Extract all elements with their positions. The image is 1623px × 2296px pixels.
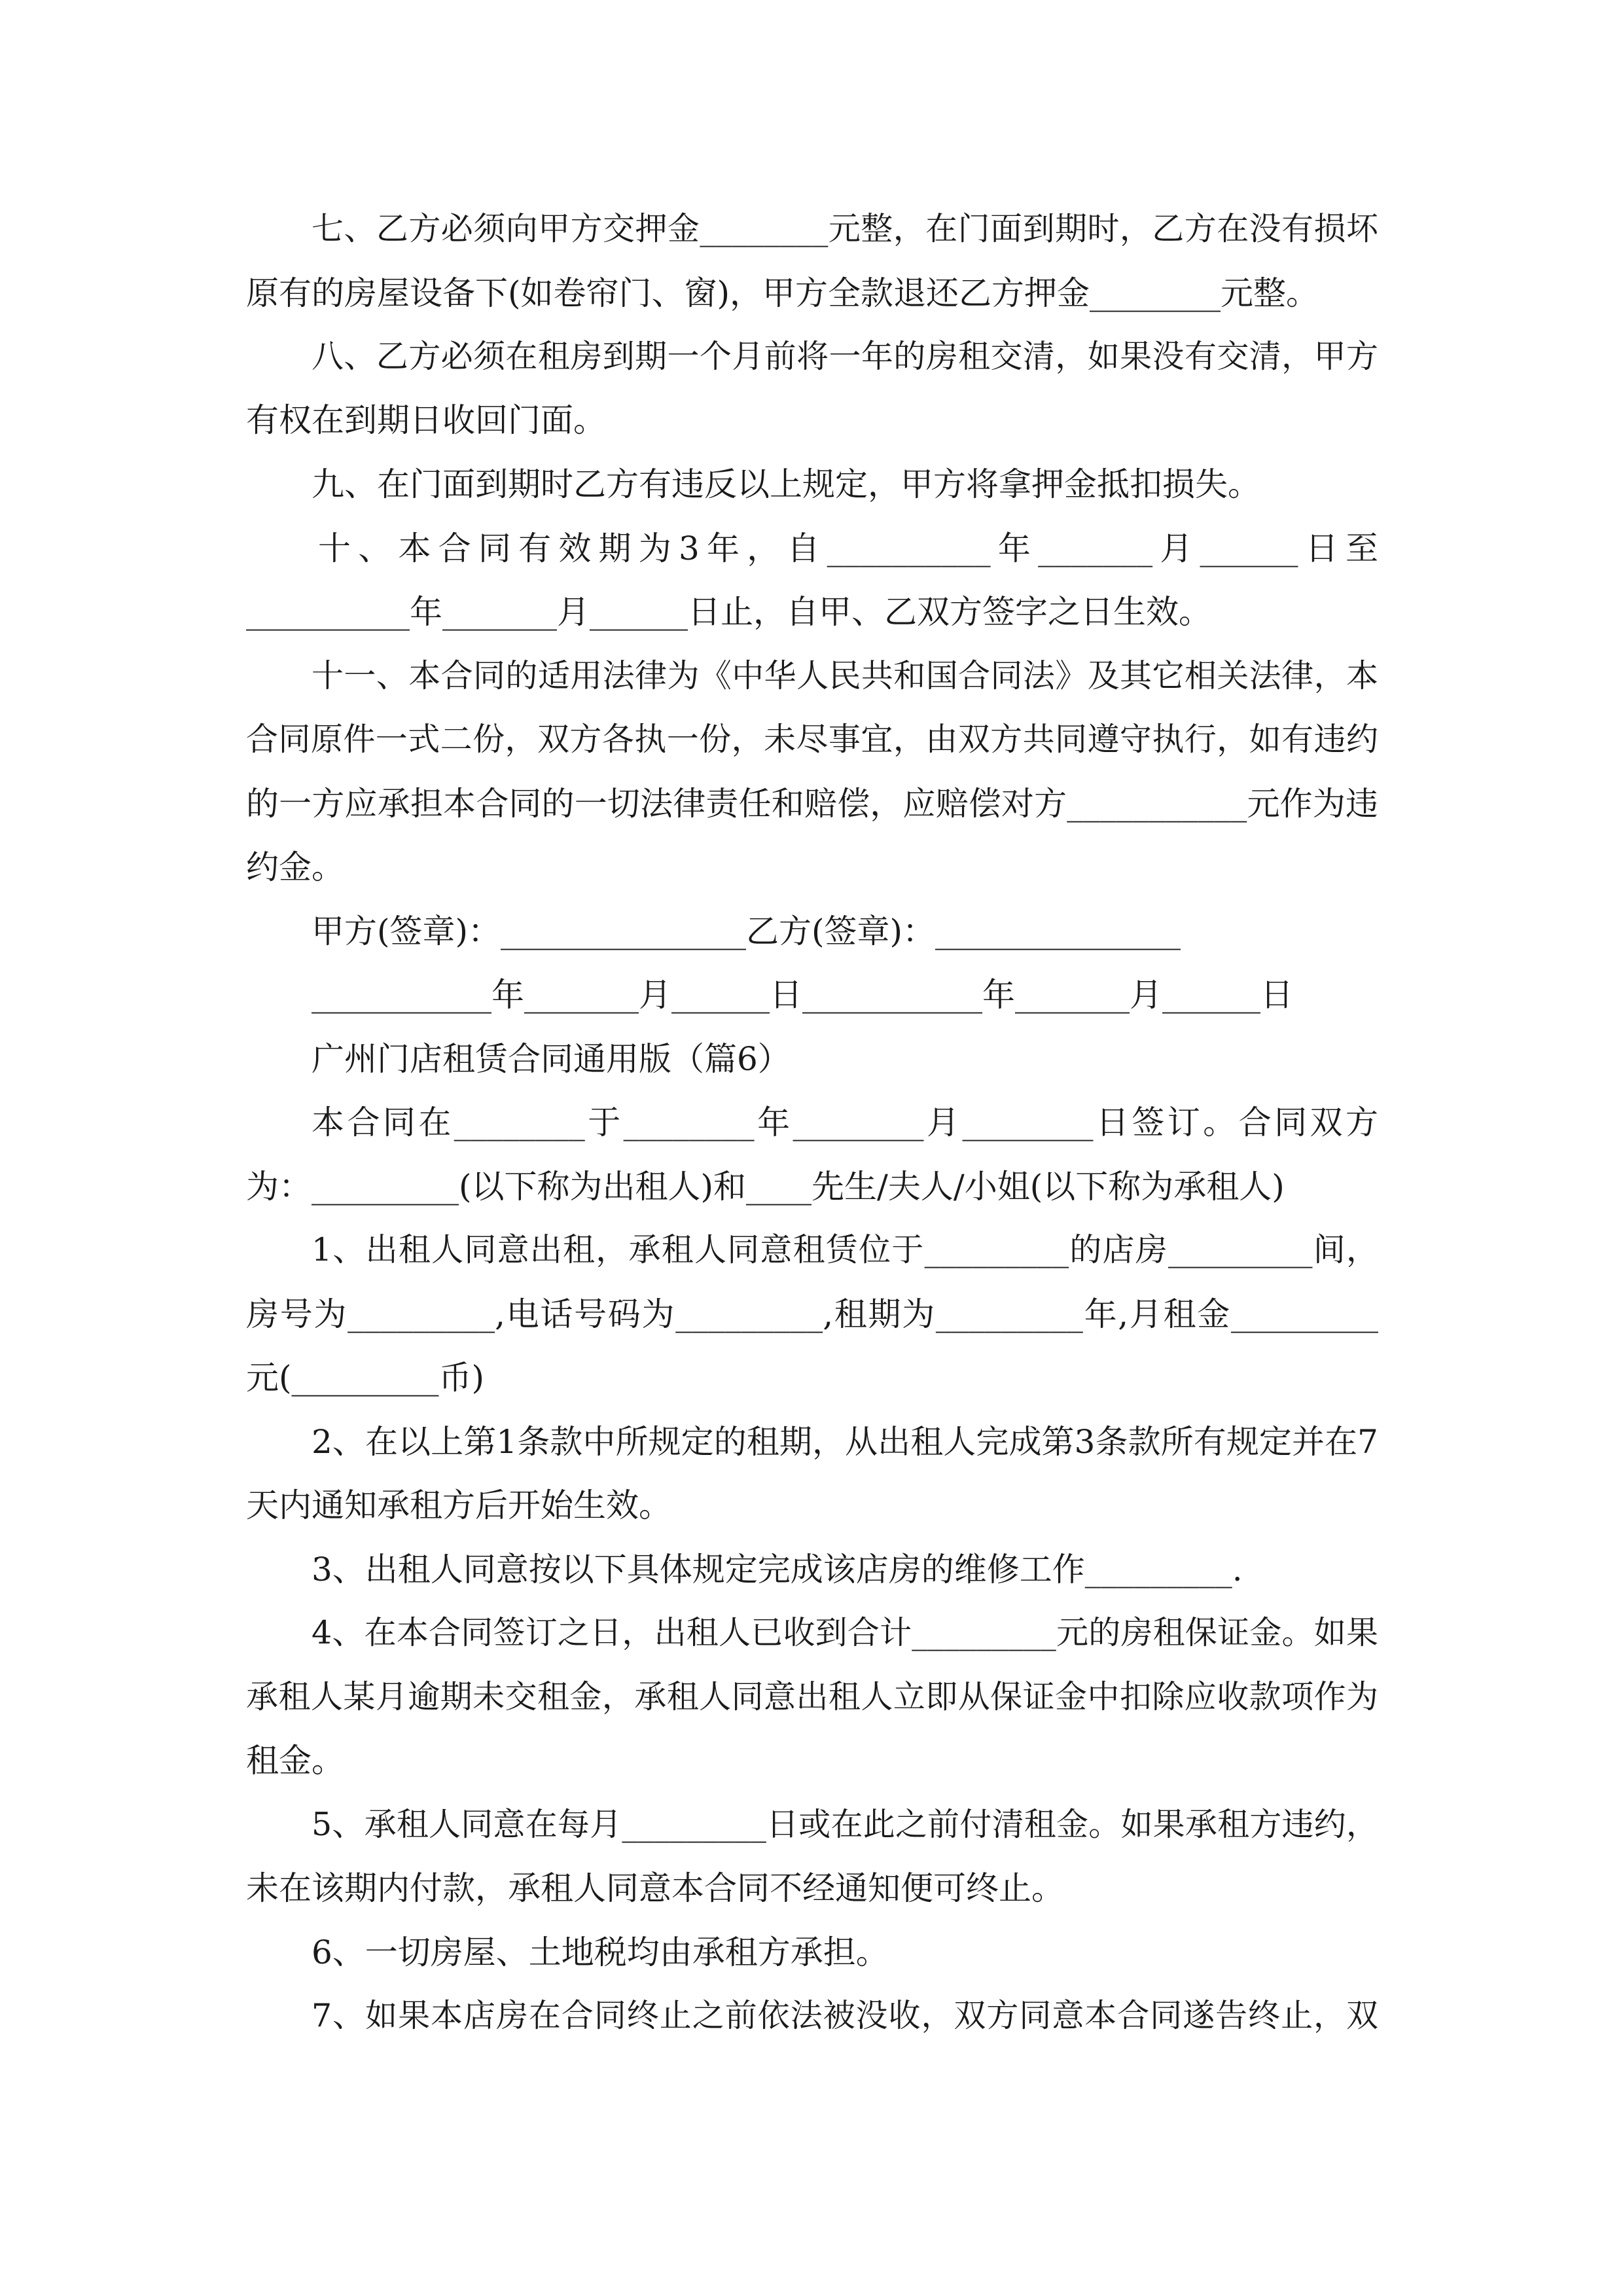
item-7-line-1: 7、如果本店房在合同终止之前依法被没收，双方同意本合同遂告终止，双: [312, 1997, 1378, 2034]
clause-9-line-1: 九、在门面到期时乙方有违反以上规定，甲方将拿押金抵扣损失。: [312, 465, 1260, 503]
item-4-line-3: 租金。: [246, 1742, 344, 1780]
item-3-line-1: 3、出租人同意按以下具体规定完成该店房的维修工作_________.: [312, 1551, 1243, 1588]
clause-7-line-2: 原有的房屋设备下(如卷帘门、窗)，甲方全款退还乙方押金________元整。: [246, 274, 1319, 312]
intro-line-2: 为：_________(以下称为出租人)和____先生/夫人/小姐(以下称为承租人): [246, 1168, 1285, 1206]
clause-11-line-4: 约金。: [246, 848, 344, 886]
item-4-line-2: 承租人某月逾期未交租金，承租人同意出租人立即从保证金中扣除应收款项作为: [246, 1678, 1378, 1715]
signature-date-line: ___________年_______月______日___________年_______月______日: [312, 976, 1293, 1014]
item-4-line-1: 4、在本合同签订之日，出租人已收到合计_________元的房租保证金。如果: [312, 1614, 1378, 1651]
item-5-line-1: 5、承租人同意在每月_________日或在此之前付清租金。如果承租方违约，: [312, 1806, 1378, 1843]
item-2-line-2: 天内通知承租方后开始生效。: [246, 1486, 671, 1524]
intro-line-1: 本合同在________于________年________月________日签订。合同双方: [312, 1103, 1378, 1141]
clause-8-line-1: 八、乙方必须在租房到期一个月前将一年的房租交清，如果没有交清，甲方: [312, 338, 1378, 375]
item-5-line-2: 未在该期内付款，承租人同意本合同不经通知便可终止。: [246, 1869, 1064, 1907]
section-heading: 广州门店租赁合同通用版（篇6）: [312, 1040, 791, 1078]
item-1-line-3: 元(_________币): [246, 1359, 485, 1397]
clause-11-line-1: 十一、本合同的适用法律为《中华人民共和国合同法》及其它相关法律，本: [312, 657, 1378, 694]
item-6-line-1: 6、一切房屋、土地税均由承租方承担。: [312, 1933, 889, 1971]
clause-11-line-3: 的一方应承担本合同的一切法律责任和赔偿，应赔偿对方___________元作为违: [246, 785, 1378, 823]
clause-11-line-2: 合同原件一式二份，双方各执一份，未尽事宜，由双方共同遵守执行，如有违约: [246, 721, 1378, 758]
clause-10-line-2: __________年_______月______日止，自甲、乙双方签字之日生效。: [246, 593, 1211, 631]
signature-line: 甲方(签章)：_______________乙方(签章)：_______________: [312, 912, 1181, 950]
item-2-line-1: 2、在以上第1条款中所规定的租期，从出租人完成第3条款所有规定并在7: [312, 1423, 1378, 1461]
clause-8-line-2: 有权在到期日收回门面。: [246, 401, 606, 439]
item-1-line-1: 1、出租人同意出租，承租人同意租赁位于_________的店房_________间，: [312, 1231, 1378, 1268]
clause-10-line-1: 十、本合同有效期为3年，自__________年_______月______日至: [318, 529, 1378, 567]
clause-7-line-1: 七、乙方必须向甲方交押金________元整，在门面到期时，乙方在没有损坏: [312, 210, 1378, 247]
item-1-line-2: 房号为_________,电话号码为_________,租期为_________年,月租金_________: [246, 1295, 1378, 1333]
